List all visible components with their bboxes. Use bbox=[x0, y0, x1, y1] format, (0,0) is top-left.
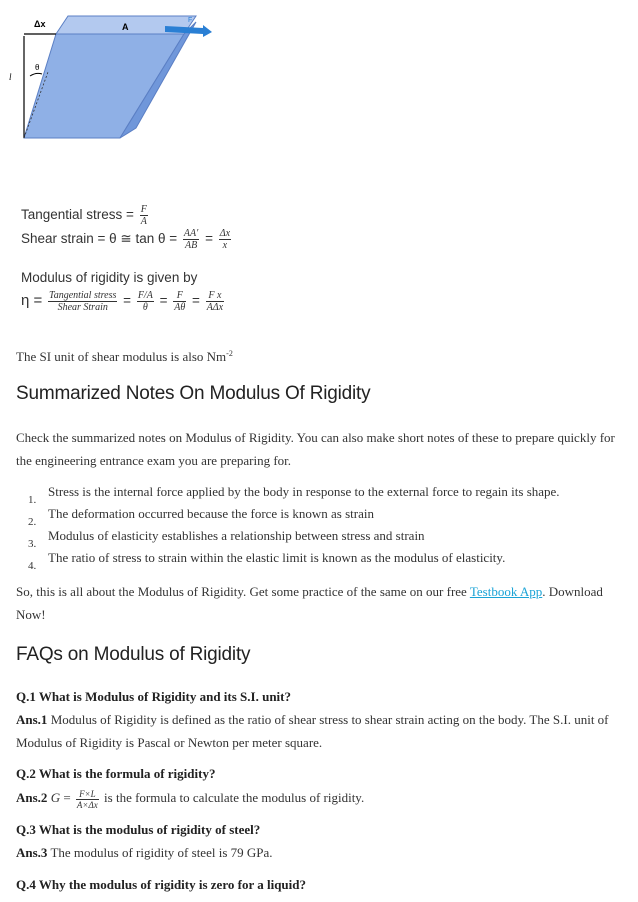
faq-question-1: Q.1 What is Modulus of Rigidity and its S.I. unit? bbox=[16, 689, 291, 704]
frac-den: AB bbox=[185, 240, 198, 251]
equals-sign: = bbox=[123, 293, 132, 309]
frac-den: A×Δx bbox=[76, 799, 98, 810]
fraction bbox=[48, 290, 117, 313]
equals-sign: = bbox=[159, 293, 168, 309]
fraction bbox=[140, 204, 148, 227]
fraction bbox=[76, 789, 99, 810]
faq-answer-2 bbox=[16, 786, 622, 810]
frac-num: Tangential stress bbox=[49, 290, 117, 301]
frac-num: F/A bbox=[137, 290, 153, 301]
answer-label: Ans.2 bbox=[16, 790, 48, 805]
formula-variable: G bbox=[50, 790, 61, 805]
fraction bbox=[206, 290, 224, 313]
shear-strain-label: Shear strain = θ ≅ tan θ = bbox=[21, 231, 178, 247]
answer-text: The modulus of rigidity of steel is 79 GPa. bbox=[47, 845, 273, 860]
closing-text-end: . Download Now! bbox=[16, 584, 603, 622]
dx-label: Δx bbox=[34, 19, 46, 29]
si-unit-text bbox=[16, 342, 622, 368]
frac-den: AΔx bbox=[206, 302, 224, 313]
theta-label: θ bbox=[35, 63, 40, 72]
list-number: 4. bbox=[28, 560, 37, 572]
list-number: 1. bbox=[28, 494, 37, 506]
tangential-stress-formula bbox=[21, 204, 150, 227]
frac-den: Aθ bbox=[174, 302, 186, 313]
equals-sign: = bbox=[205, 231, 213, 247]
fraction bbox=[173, 290, 186, 313]
equals-sign: = bbox=[63, 790, 71, 805]
closing-paragraph bbox=[16, 580, 622, 626]
list-text: Stress is the internal force applied by the body in response to the external force to regain its shape. bbox=[48, 484, 560, 499]
testbook-app-link[interactable]: Testbook App bbox=[469, 584, 543, 599]
list-number: 2. bbox=[28, 516, 37, 528]
faq-answer-3 bbox=[16, 841, 622, 864]
closing-text: So, this is all about the Modulus of Rigidity. Get some practice of the same on our free bbox=[16, 584, 470, 599]
list-text: The deformation occurred because the force is known as strain bbox=[48, 506, 374, 521]
frac-num: AA′ bbox=[183, 228, 199, 239]
frac-num: F bbox=[173, 290, 186, 302]
f-label: F bbox=[188, 17, 193, 24]
frac-den: θ bbox=[142, 302, 148, 313]
list-text: The ratio of stress to strain within the elastic limit is known as the modulus of elasticity. bbox=[48, 550, 506, 565]
equals-sign: = bbox=[192, 293, 200, 309]
list-item bbox=[16, 504, 622, 526]
faq-question-3: Q.3 What is the modulus of rigidity of steel? bbox=[16, 822, 261, 837]
eta-label: η = bbox=[21, 292, 43, 310]
tangential-stress-label: Tangential stress = bbox=[21, 207, 134, 223]
shear-strain-formula bbox=[21, 228, 233, 251]
frac-num: F x bbox=[206, 290, 224, 302]
fraction bbox=[137, 290, 154, 313]
shear-diagram bbox=[0, 0, 240, 150]
fraction bbox=[219, 228, 231, 251]
si-unit-exponent: -2 bbox=[226, 349, 233, 358]
list-item bbox=[16, 482, 622, 504]
frac-den: A bbox=[140, 216, 147, 227]
frac-den: x bbox=[222, 240, 228, 251]
frac-num: F×L bbox=[76, 789, 99, 800]
answer-label: Ans.3 bbox=[16, 845, 48, 860]
list-number: 3. bbox=[28, 538, 37, 550]
frac-num: Δx bbox=[219, 228, 231, 239]
frac-num: F bbox=[140, 204, 147, 215]
l-label: l bbox=[9, 72, 12, 82]
faq-question-4: Q.4 Why the modulus of rigidity is zero for a liquid? bbox=[16, 877, 307, 892]
fraction bbox=[183, 228, 199, 251]
a-label: A bbox=[122, 22, 129, 32]
summary-heading: Summarized Notes On Modulus Of Rigidity bbox=[16, 383, 371, 404]
angle-arc bbox=[30, 73, 42, 76]
frac-den: Shear Strain bbox=[57, 302, 108, 313]
eta-formula bbox=[21, 290, 226, 313]
list-item bbox=[16, 526, 622, 548]
answer-label: Ans.1 bbox=[16, 712, 48, 727]
faq-question-2: Q.2 What is the formula of rigidity? bbox=[16, 766, 216, 781]
si-unit-sentence: The SI unit of shear modulus is also Nm bbox=[16, 349, 227, 364]
faq-heading: FAQs on Modulus of Rigidity bbox=[16, 644, 251, 665]
list-item bbox=[16, 548, 622, 570]
faq-answer-1 bbox=[16, 708, 622, 754]
summary-intro: Check the summarized notes on Modulus of Rigidity. You can also make short notes of these to prepare quickly for the engineering entrance exam you are preparing for. bbox=[16, 430, 615, 468]
modulus-intro: Modulus of rigidity is given by bbox=[21, 270, 198, 285]
answer-text: is the formula to calculate the modulus of rigidity. bbox=[100, 790, 365, 805]
answer-text: Modulus of Rigidity is defined as the ratio of shear stress to shear strain acting on the body. The S.I. unit of Modulus of Rigidity is Pascal or Newton per meter square. bbox=[16, 712, 609, 750]
list-text: Modulus of elasticity establishes a relationship between stress and strain bbox=[48, 528, 425, 543]
